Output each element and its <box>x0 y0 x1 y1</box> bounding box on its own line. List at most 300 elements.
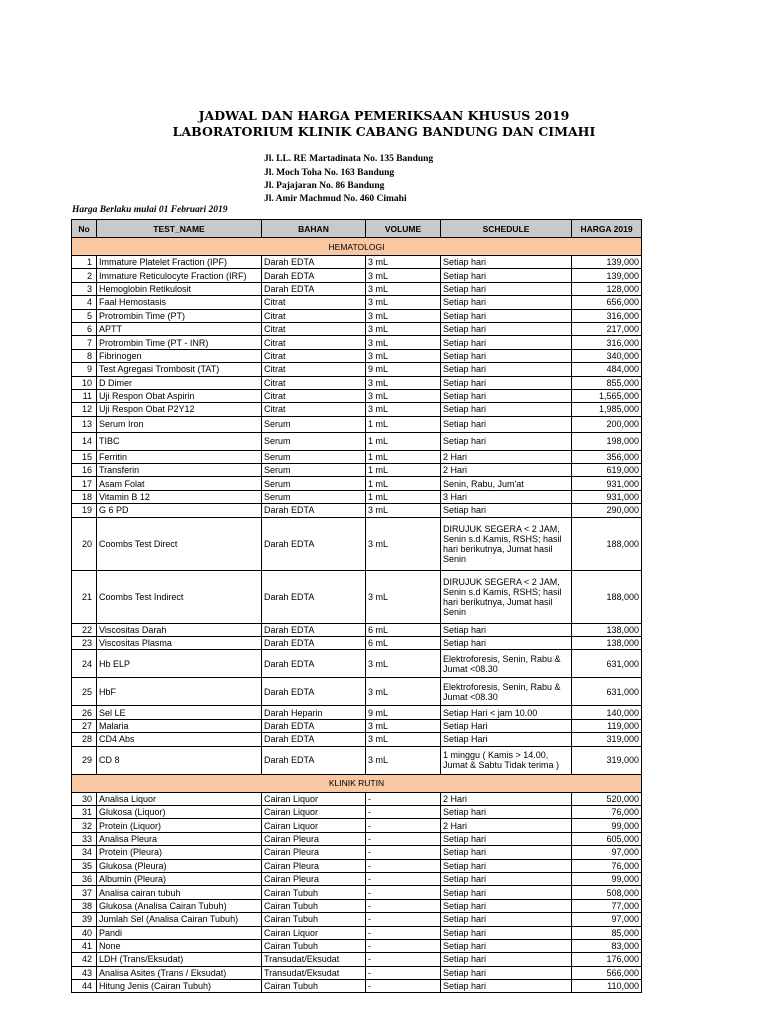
row-schedule: Elektroforesis, Senin, Rabu & Jumat <08.30 <box>441 650 572 678</box>
row-test-name: LDH (Trans/Eksudat) <box>97 953 262 966</box>
row-schedule: Setiap hari <box>441 336 572 349</box>
row-bahan: Citrat <box>262 389 366 402</box>
row-harga: 176,000 <box>572 953 642 966</box>
row-bahan: Cairan Tubuh <box>262 899 366 912</box>
row-harga: 138,000 <box>572 637 642 650</box>
row-no: 40 <box>72 926 97 939</box>
row-schedule: 2 Hari <box>441 464 572 477</box>
row-test-name: Analisa Pleura <box>97 832 262 845</box>
valid-from-note: Harga Berlaku mulai 01 Februari 2019 <box>72 205 228 215</box>
table-row <box>72 309 642 322</box>
row-no: 7 <box>72 336 97 349</box>
header-schedule: SCHEDULE <box>441 220 572 238</box>
row-volume: - <box>366 913 441 926</box>
row-schedule: Setiap hari <box>441 309 572 322</box>
row-volume: 1 mL <box>366 464 441 477</box>
header-harga: HARGA 2019 <box>572 220 642 238</box>
row-harga: 931,000 <box>572 477 642 490</box>
row-bahan: Serum <box>262 464 366 477</box>
row-harga: 138,000 <box>572 623 642 636</box>
row-volume: 9 mL <box>366 706 441 719</box>
table-row <box>72 477 642 490</box>
row-schedule: DIRUJUK SEGERA < 2 JAM, Senin s.d Kamis, RSHS; hasil hari berikutnya, Jumat hasil Senin <box>441 570 572 623</box>
row-test-name: CD 8 <box>97 746 262 774</box>
row-harga: 566,000 <box>572 966 642 979</box>
row-bahan: Citrat <box>262 349 366 362</box>
row-bahan: Darah EDTA <box>262 719 366 732</box>
row-harga: 319,000 <box>572 746 642 774</box>
address-2: Jl. Moch Toha No. 163 Bandung <box>264 168 395 178</box>
row-volume: - <box>366 980 441 993</box>
row-harga: 99,000 <box>572 819 642 832</box>
row-schedule: Setiap hari <box>441 805 572 818</box>
table-row <box>72 859 642 872</box>
row-test-name: D Dimer <box>97 376 262 389</box>
row-test-name: Pandi <box>97 926 262 939</box>
row-schedule: Setiap hari <box>441 296 572 309</box>
table-row <box>72 349 642 362</box>
row-test-name: Uji Respon Obat P2Y12 <box>97 403 262 416</box>
row-no: 12 <box>72 403 97 416</box>
row-no: 33 <box>72 832 97 845</box>
row-test-name: G 6 PD <box>97 504 262 517</box>
table-row <box>72 650 642 678</box>
row-volume: 3 mL <box>366 719 441 732</box>
row-test-name: Sel LE <box>97 706 262 719</box>
row-bahan: Citrat <box>262 322 366 335</box>
row-bahan: Cairan Pleura <box>262 859 366 872</box>
row-schedule: Setiap hari <box>441 899 572 912</box>
row-bahan: Citrat <box>262 336 366 349</box>
row-harga: 316,000 <box>572 336 642 349</box>
row-volume: - <box>366 819 441 832</box>
table-row <box>72 846 642 859</box>
row-harga: 76,000 <box>572 859 642 872</box>
table-row <box>72 464 642 477</box>
row-no: 26 <box>72 706 97 719</box>
row-volume: 3 mL <box>366 256 441 269</box>
row-test-name: Protrombin Time (PT) <box>97 309 262 322</box>
row-volume: - <box>366 805 441 818</box>
row-schedule: Elektroforesis, Senin, Rabu & Jumat <08.30 <box>441 678 572 706</box>
row-test-name: Analisa cairan tubuh <box>97 886 262 899</box>
row-volume: 1 mL <box>366 477 441 490</box>
row-harga: 356,000 <box>572 450 642 463</box>
row-bahan: Cairan Tubuh <box>262 886 366 899</box>
row-schedule: Setiap hari <box>441 376 572 389</box>
row-harga: 119,000 <box>572 719 642 732</box>
row-volume: 3 mL <box>366 403 441 416</box>
row-schedule: Setiap hari <box>441 282 572 295</box>
row-test-name: None <box>97 939 262 952</box>
row-bahan: Citrat <box>262 376 366 389</box>
row-bahan: Darah EDTA <box>262 733 366 746</box>
row-harga: 97,000 <box>572 913 642 926</box>
row-schedule: 3 Hari <box>441 490 572 503</box>
row-harga: 139,000 <box>572 256 642 269</box>
row-test-name: Immature Platelet Fraction (IPF) <box>97 256 262 269</box>
row-schedule: Setiap hari <box>441 846 572 859</box>
row-no: 41 <box>72 939 97 952</box>
row-volume: - <box>366 832 441 845</box>
row-harga: 83,000 <box>572 939 642 952</box>
row-volume: - <box>366 886 441 899</box>
row-no: 22 <box>72 623 97 636</box>
table-row <box>72 733 642 746</box>
row-bahan: Darah EDTA <box>262 256 366 269</box>
row-no: 37 <box>72 886 97 899</box>
row-harga: 520,000 <box>572 792 642 805</box>
row-no: 35 <box>72 859 97 872</box>
row-test-name: Glukosa (Analisa Cairan Tubuh) <box>97 899 262 912</box>
table-row <box>72 980 642 993</box>
row-harga: 217,000 <box>572 322 642 335</box>
row-schedule: Setiap hari <box>441 389 572 402</box>
row-harga: 290,000 <box>572 504 642 517</box>
row-harga: 198,000 <box>572 432 642 450</box>
row-test-name: CD4 Abs <box>97 733 262 746</box>
row-bahan: Cairan Tubuh <box>262 913 366 926</box>
table-row <box>72 706 642 719</box>
row-volume: 3 mL <box>366 570 441 623</box>
row-volume: - <box>366 926 441 939</box>
row-no: 14 <box>72 432 97 450</box>
row-no: 2 <box>72 269 97 282</box>
row-harga: 605,000 <box>572 832 642 845</box>
row-harga: 1,565,000 <box>572 389 642 402</box>
row-volume: 3 mL <box>366 376 441 389</box>
row-volume: 1 mL <box>366 416 441 432</box>
row-bahan: Darah EDTA <box>262 504 366 517</box>
row-schedule: DIRUJUK SEGERA < 2 JAM, Senin s.d Kamis, RSHS; hasil hari berikutnya, Jumat hasil Senin <box>441 517 572 570</box>
row-no: 15 <box>72 450 97 463</box>
table-row <box>72 719 642 732</box>
row-bahan: Serum <box>262 490 366 503</box>
table-row <box>72 256 642 269</box>
table-row <box>72 282 642 295</box>
row-harga: 77,000 <box>572 899 642 912</box>
row-test-name: Transferin <box>97 464 262 477</box>
row-no: 8 <box>72 349 97 362</box>
row-volume: 3 mL <box>366 504 441 517</box>
row-no: 43 <box>72 966 97 979</box>
row-harga: 188,000 <box>572 570 642 623</box>
address-3: Jl. Pajajaran No. 86 Bandung <box>264 181 385 191</box>
table-row <box>72 432 642 450</box>
row-no: 32 <box>72 819 97 832</box>
row-volume: - <box>366 792 441 805</box>
row-test-name: Viscositas Darah <box>97 623 262 636</box>
table-row <box>72 678 642 706</box>
table-row <box>72 872 642 885</box>
header-test-name: TEST_NAME <box>97 220 262 238</box>
row-volume: 3 mL <box>366 517 441 570</box>
row-test-name: Albumin (Pleura) <box>97 872 262 885</box>
row-test-name: Fibrinogen <box>97 349 262 362</box>
address-1: Jl. LL. RE Martadinata No. 135 Bandung <box>264 154 434 164</box>
row-schedule: Setiap hari <box>441 504 572 517</box>
table-row <box>72 899 642 912</box>
row-test-name: Analisa Liquor <box>97 792 262 805</box>
row-bahan: Darah Heparin <box>262 706 366 719</box>
row-volume: 6 mL <box>366 637 441 650</box>
row-harga: 931,000 <box>572 490 642 503</box>
row-test-name: Analisa Asites (Trans / Eksudat) <box>97 966 262 979</box>
row-test-name: Coombs Test Direct <box>97 517 262 570</box>
row-no: 25 <box>72 678 97 706</box>
row-test-name: Immature Reticulocyte Fraction (IRF) <box>97 269 262 282</box>
row-harga: 508,000 <box>572 886 642 899</box>
row-schedule: Setiap hari <box>441 403 572 416</box>
row-test-name: Faal Hemostasis <box>97 296 262 309</box>
row-test-name: TIBC <box>97 432 262 450</box>
row-test-name: HbF <box>97 678 262 706</box>
row-schedule: Setiap hari <box>441 256 572 269</box>
row-bahan: Darah EDTA <box>262 570 366 623</box>
row-schedule: Setiap hari <box>441 980 572 993</box>
table-row <box>72 322 642 335</box>
row-no: 21 <box>72 570 97 623</box>
row-schedule: Setiap Hari <box>441 719 572 732</box>
row-bahan: Darah EDTA <box>262 637 366 650</box>
row-test-name: Uji Respon Obat Aspirin <box>97 389 262 402</box>
table-row <box>72 416 642 432</box>
row-harga: 140,000 <box>572 706 642 719</box>
row-no: 31 <box>72 805 97 818</box>
row-bahan: Cairan Tubuh <box>262 939 366 952</box>
table-row <box>72 953 642 966</box>
row-volume: 3 mL <box>366 349 441 362</box>
row-no: 11 <box>72 389 97 402</box>
table-row <box>72 966 642 979</box>
row-test-name: Glukosa (Liquor) <box>97 805 262 818</box>
row-no: 24 <box>72 650 97 678</box>
row-schedule: Setiap hari <box>441 939 572 952</box>
row-volume: 3 mL <box>366 296 441 309</box>
row-harga: 128,000 <box>572 282 642 295</box>
row-volume: 3 mL <box>366 322 441 335</box>
row-test-name: Protein (Pleura) <box>97 846 262 859</box>
row-test-name: APTT <box>97 322 262 335</box>
title-line-1: JADWAL DAN HARGA PEMERIKSAAN KHUSUS 2019 <box>198 108 570 123</box>
row-no: 27 <box>72 719 97 732</box>
header-no: No <box>72 220 97 238</box>
row-test-name: Ferritin <box>97 450 262 463</box>
table-row <box>72 805 642 818</box>
row-bahan: Citrat <box>262 309 366 322</box>
section-header <box>72 774 642 792</box>
row-no: 38 <box>72 899 97 912</box>
row-schedule: 2 Hari <box>441 450 572 463</box>
row-volume: 3 mL <box>366 282 441 295</box>
row-volume: 1 mL <box>366 450 441 463</box>
row-harga: 188,000 <box>572 517 642 570</box>
row-bahan: Serum <box>262 416 366 432</box>
row-no: 5 <box>72 309 97 322</box>
row-volume: 6 mL <box>366 623 441 636</box>
row-no: 39 <box>72 913 97 926</box>
row-no: 9 <box>72 363 97 376</box>
row-harga: 316,000 <box>572 309 642 322</box>
row-no: 10 <box>72 376 97 389</box>
row-schedule: Setiap hari <box>441 886 572 899</box>
row-volume: - <box>366 859 441 872</box>
row-harga: 319,000 <box>572 733 642 746</box>
row-volume: 3 mL <box>366 269 441 282</box>
row-bahan: Serum <box>262 450 366 463</box>
row-volume: 3 mL <box>366 389 441 402</box>
table-row <box>72 623 642 636</box>
row-test-name: Vitamin B 12 <box>97 490 262 503</box>
row-schedule: Setiap hari <box>441 623 572 636</box>
row-no: 30 <box>72 792 97 805</box>
row-bahan: Cairan Pleura <box>262 832 366 845</box>
row-harga: 631,000 <box>572 678 642 706</box>
row-volume: 1 mL <box>366 432 441 450</box>
row-no: 34 <box>72 846 97 859</box>
row-bahan: Citrat <box>262 363 366 376</box>
table-header-row <box>72 220 642 238</box>
row-volume: 3 mL <box>366 746 441 774</box>
row-no: 16 <box>72 464 97 477</box>
row-harga: 76,000 <box>572 805 642 818</box>
table-row <box>72 926 642 939</box>
row-no: 28 <box>72 733 97 746</box>
row-harga: 855,000 <box>572 376 642 389</box>
section-title: HEMATOLOGI <box>72 238 642 256</box>
title-line-2: LABORATORIUM KLINIK CABANG BANDUNG DAN CIMAHI <box>172 124 596 139</box>
header-bahan: BAHAN <box>262 220 366 238</box>
table-row <box>72 517 642 570</box>
row-test-name: Protrombin Time (PT - INR) <box>97 336 262 349</box>
row-bahan: Cairan Liquor <box>262 819 366 832</box>
row-no: 4 <box>72 296 97 309</box>
table-row <box>72 832 642 845</box>
row-bahan: Cairan Liquor <box>262 805 366 818</box>
row-schedule: Setiap hari <box>441 966 572 979</box>
table-row <box>72 403 642 416</box>
row-volume: - <box>366 846 441 859</box>
row-schedule: Setiap hari <box>441 269 572 282</box>
table-row <box>72 296 642 309</box>
row-schedule: Setiap hari <box>441 363 572 376</box>
row-volume: 9 mL <box>366 363 441 376</box>
row-schedule: Setiap hari <box>441 416 572 432</box>
row-bahan: Cairan Pleura <box>262 846 366 859</box>
row-volume: - <box>366 966 441 979</box>
table-row <box>72 886 642 899</box>
row-harga: 631,000 <box>572 650 642 678</box>
row-schedule: Setiap hari <box>441 432 572 450</box>
table-row <box>72 363 642 376</box>
row-bahan: Serum <box>262 432 366 450</box>
row-harga: 484,000 <box>572 363 642 376</box>
table-row <box>72 819 642 832</box>
row-bahan: Transudat/Eksudat <box>262 953 366 966</box>
row-no: 29 <box>72 746 97 774</box>
row-bahan: Darah EDTA <box>262 678 366 706</box>
row-no: 13 <box>72 416 97 432</box>
row-schedule: Setiap hari <box>441 349 572 362</box>
row-no: 1 <box>72 256 97 269</box>
row-bahan: Citrat <box>262 403 366 416</box>
row-bahan: Cairan Liquor <box>262 792 366 805</box>
row-test-name: Viscositas Plasma <box>97 637 262 650</box>
row-no: 17 <box>72 477 97 490</box>
row-harga: 656,000 <box>572 296 642 309</box>
table-row <box>72 376 642 389</box>
table-row <box>72 637 642 650</box>
row-schedule: 2 Hari <box>441 819 572 832</box>
row-no: 36 <box>72 872 97 885</box>
row-bahan: Citrat <box>262 296 366 309</box>
table-row <box>72 336 642 349</box>
header-volume: VOLUME <box>366 220 441 238</box>
row-schedule: Setiap hari <box>441 913 572 926</box>
section-title: KLINIK RUTIN <box>72 774 642 792</box>
row-no: 3 <box>72 282 97 295</box>
row-bahan: Darah EDTA <box>262 517 366 570</box>
row-test-name: Glukosa (Pleura) <box>97 859 262 872</box>
row-bahan: Cairan Pleura <box>262 872 366 885</box>
row-bahan: Darah EDTA <box>262 269 366 282</box>
row-harga: 619,000 <box>572 464 642 477</box>
row-schedule: 2 Hari <box>441 792 572 805</box>
table-row <box>72 389 642 402</box>
table-row <box>72 939 642 952</box>
row-bahan: Darah EDTA <box>262 746 366 774</box>
row-bahan: Cairan Tubuh <box>262 980 366 993</box>
row-bahan: Darah EDTA <box>262 650 366 678</box>
row-test-name: Hemoglobin Retikulosit <box>97 282 262 295</box>
row-bahan: Darah EDTA <box>262 282 366 295</box>
row-schedule: Setiap hari <box>441 322 572 335</box>
row-harga: 139,000 <box>572 269 642 282</box>
row-no: 42 <box>72 953 97 966</box>
row-schedule: Setiap Hari < jam 10.00 <box>441 706 572 719</box>
row-harga: 99,000 <box>572 872 642 885</box>
row-harga: 97,000 <box>572 846 642 859</box>
row-volume: 3 mL <box>366 650 441 678</box>
table-row <box>72 570 642 623</box>
row-test-name: Hitung Jenis (Cairan Tubuh) <box>97 980 262 993</box>
row-test-name: Malaria <box>97 719 262 732</box>
row-test-name: Hb ELP <box>97 650 262 678</box>
row-no: 6 <box>72 322 97 335</box>
row-volume: - <box>366 872 441 885</box>
row-no: 20 <box>72 517 97 570</box>
row-volume: 3 mL <box>366 733 441 746</box>
row-schedule: Setiap hari <box>441 926 572 939</box>
table-row <box>72 450 642 463</box>
row-bahan: Transudat/Eksudat <box>262 966 366 979</box>
row-harga: 200,000 <box>572 416 642 432</box>
table-row <box>72 792 642 805</box>
row-no: 18 <box>72 490 97 503</box>
price-table <box>71 219 642 993</box>
table-row <box>72 490 642 503</box>
row-volume: - <box>366 899 441 912</box>
row-no: 23 <box>72 637 97 650</box>
row-test-name: Test Agregasi Trombosit (TAT) <box>97 363 262 376</box>
row-test-name: Coombs Test Indirect <box>97 570 262 623</box>
table-row <box>72 746 642 774</box>
row-bahan: Serum <box>262 477 366 490</box>
row-schedule: Setiap hari <box>441 953 572 966</box>
row-no: 44 <box>72 980 97 993</box>
row-harga: 85,000 <box>572 926 642 939</box>
row-bahan: Darah EDTA <box>262 623 366 636</box>
